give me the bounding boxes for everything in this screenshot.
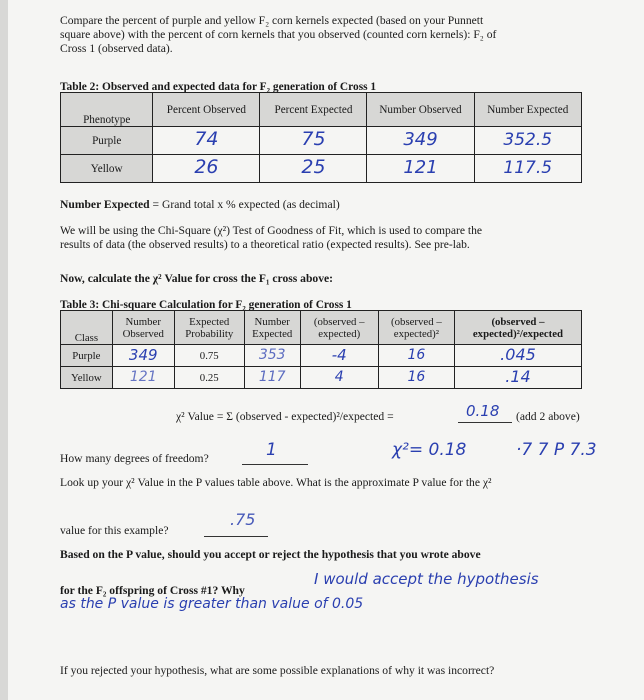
worksheet-page — [8, 0, 644, 700]
hypothesis-line-1: Based on the P value, should you accept or reject the hypothesis that you wrote above — [60, 548, 481, 561]
chi-value-answer[interactable]: 0.18 — [466, 402, 500, 420]
expected-probability: 0.25 — [174, 367, 244, 389]
table3-header-ratio: (observed – expected)²/expected — [454, 311, 581, 345]
intro-line-1: Compare the percent of purple and yellow F₂ corn kernels expected (based on your Punnett — [60, 14, 484, 27]
table3-row — [61, 367, 582, 389]
handwritten-value[interactable]: 117.5 — [503, 157, 553, 178]
table3-header-diff: (observed – expected) — [300, 311, 378, 345]
chi-intro-line-1: We will be using the Chi-Square (χ²) Test of Goodness of Fit, which is used to compare the — [60, 224, 483, 237]
table3-class: Yellow — [61, 367, 113, 389]
handwritten-value[interactable]: .045 — [500, 344, 536, 364]
chi-intro-line-2: results of data (the observed results) to a theoretical ratio (expected results). See pre-lab. — [60, 238, 470, 251]
formula-text: = Grand total x % expected (as decimal) — [152, 198, 340, 211]
dof-answer[interactable]: 1 — [266, 440, 277, 460]
chi-value-note: (add 2 above) — [516, 410, 580, 423]
handwritten-p-note[interactable]: ·7 7 P 7.3 — [516, 440, 597, 460]
number-expected-formula — [60, 198, 340, 212]
table2-phenotype: Yellow — [61, 155, 153, 183]
handwritten-value[interactable]: 349 — [128, 345, 158, 364]
dof-question: How many degrees of freedom? — [60, 452, 209, 465]
handwritten-value[interactable]: 4 — [334, 369, 344, 385]
reject-question: If you rejected your hypothesis, what are some possible explanations of why it was incorrect? — [60, 664, 495, 677]
chi-value-blank — [458, 422, 512, 423]
chi-value-label: χ² Value = Σ (observed - expected)²/expected = — [176, 410, 394, 423]
table3-header-obs: Number Observed — [112, 311, 174, 345]
handwritten-value[interactable]: 74 — [194, 128, 219, 150]
dof-blank — [242, 464, 308, 465]
table2 — [60, 92, 582, 183]
table2-phenotype: Purple — [61, 127, 153, 155]
intro-line-3: Cross 1 (observed data). — [60, 42, 173, 55]
table2-header-num-obs: Number Observed — [367, 93, 474, 127]
table3-header-class: Class — [61, 311, 113, 345]
pvalue-answer[interactable]: .75 — [230, 510, 256, 529]
pvalue-blank — [204, 536, 268, 537]
pvalue-line-1: Look up your χ² Value in the P values table above. What is the approximate P value for the χ² — [60, 476, 492, 489]
table3-row — [61, 345, 582, 367]
table3-title: Table 3: Chi-square Calculation for F₂ generation of Cross 1 — [60, 299, 352, 311]
handwritten-value[interactable]: 16 — [407, 369, 426, 385]
table3-header-exp: Number Expected — [244, 311, 300, 345]
handwritten-value[interactable]: 352.5 — [503, 129, 553, 150]
handwritten-value[interactable]: 353 — [258, 347, 286, 363]
formula-label: Number Expected — [60, 198, 150, 211]
handwritten-value[interactable]: .14 — [505, 366, 531, 386]
handwritten-value[interactable]: 121 — [129, 369, 157, 385]
table2-header-num-exp: Number Expected — [474, 93, 581, 127]
handwritten-value[interactable]: 117 — [258, 369, 286, 385]
table2-row — [61, 155, 582, 183]
handwritten-value[interactable]: 26 — [194, 156, 219, 178]
table3-class: Purple — [61, 345, 113, 367]
handwritten-value[interactable]: 121 — [403, 156, 438, 178]
intro-line-2: square above) with the percent of corn kernels that you observed (counted corn kernels): F₂ of — [60, 28, 497, 41]
handwritten-value[interactable]: 75 — [301, 128, 326, 150]
pvalue-line-2: value for this example? — [60, 524, 169, 537]
expected-probability: 0.75 — [174, 345, 244, 367]
handwritten-value[interactable]: -4 — [331, 345, 347, 364]
calc-prompt: Now, calculate the χ² Value for cross the F₁ cross above: — [60, 272, 334, 285]
handwritten-value[interactable]: 349 — [403, 128, 438, 150]
hypothesis-line-2: for the F₂ offspring of Cross #1? Why — [60, 584, 245, 597]
table3 — [60, 310, 582, 389]
table3-header-prob: Expected Probability — [174, 311, 244, 345]
table2-header-phenotype: Phenotype — [61, 93, 153, 127]
handwritten-chi-note[interactable]: χ²= 0.18 — [392, 440, 467, 460]
table2-header-pct-obs: Percent Observed — [153, 93, 260, 127]
table3-header-sq: (observed – expected)² — [378, 311, 454, 345]
table2-row — [61, 127, 582, 155]
hypothesis-answer-line-1[interactable]: I would accept the hypothesis — [314, 570, 539, 588]
table2-title: Table 2: Observed and expected data for F₂ generation of Cross 1 — [60, 81, 377, 93]
handwritten-value[interactable]: 25 — [301, 156, 326, 178]
hypothesis-answer-line-2[interactable]: as the P value is greater than value of 0.05 — [60, 596, 364, 612]
table2-header-pct-exp: Percent Expected — [260, 93, 367, 127]
handwritten-value[interactable]: 16 — [407, 347, 426, 363]
